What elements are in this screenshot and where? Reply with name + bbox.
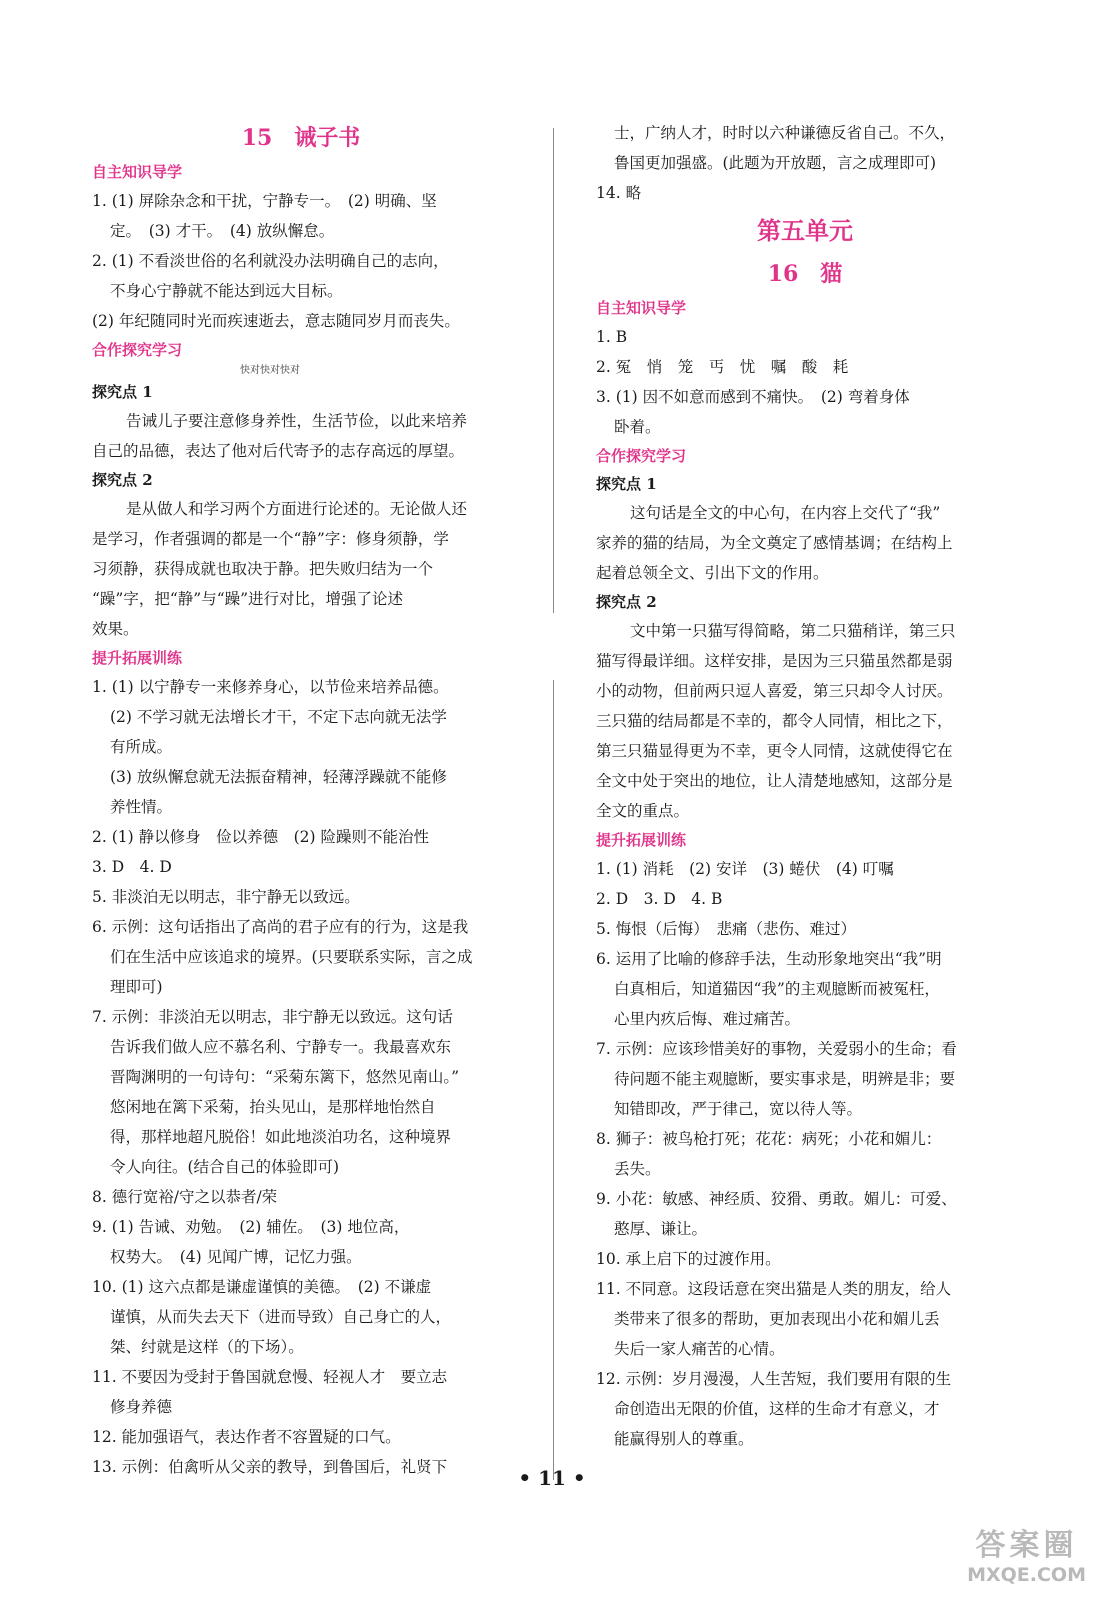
handwritten-note: 快对快对快对 bbox=[240, 365, 300, 376]
watermark bbox=[967, 1520, 1086, 1586]
section-heading: 自主知识导学 bbox=[92, 163, 183, 181]
text-line: 12. 示例：岁月漫漫，人生苦短，我们要用有限的生 bbox=[596, 1370, 952, 1388]
paragraph-start: 是从做人和学习两个方面进行论述的。无论做人还 bbox=[126, 500, 468, 518]
text-line-indented: 丢失。 bbox=[614, 1160, 661, 1178]
text-line: 9. 小花：敏感、神经质、狡猾、勇敢。媚儿：可爱、 bbox=[596, 1190, 957, 1208]
text-line: (2) 年纪随同时光而疾速逝去，意志随同岁月而丧失。 bbox=[92, 312, 460, 330]
text-line: 2. D 3. D 4. B bbox=[596, 890, 723, 908]
unit-title: 第五单元 bbox=[757, 216, 853, 245]
text-line-indented: 们在生活中应该追求的境界。(只要联系实际，言之成 bbox=[110, 948, 473, 966]
text-line: 起着总领全文、引出下文的作用。 bbox=[596, 564, 829, 582]
text-line-indented: 失后一家人痛苦的心情。 bbox=[614, 1340, 785, 1358]
text-line: 13. 示例：伯禽听从父亲的教导，到鲁国后，礼贤下 bbox=[92, 1458, 448, 1476]
text-line: 第三只猫显得更为不幸，更令人同情，这就使得它在 bbox=[596, 742, 953, 760]
paragraph-start: 这句话是全文的中心句，在内容上交代了“我” bbox=[630, 504, 941, 522]
text-line-indented: 白真相后，知道猫因“我”的主观臆断而被冤枉， bbox=[614, 980, 940, 998]
inquiry-point-label: 探究点 2 bbox=[596, 593, 657, 611]
text-line: 1. B bbox=[596, 328, 628, 346]
text-line-indented: 命创造出无限的价值，这样的生命才有意义，才 bbox=[614, 1400, 940, 1418]
text-line-indented: 得，那样地超凡脱俗！如此地淡泊功名，这种境界 bbox=[110, 1128, 452, 1146]
text-line-indented: 理即可) bbox=[110, 978, 163, 996]
text-line: 14. 略 bbox=[596, 184, 642, 202]
inquiry-point-label: 探究点 1 bbox=[596, 475, 657, 493]
text-line-indented: 鲁国更加强盛。(此题为开放题，言之成理即可) bbox=[614, 154, 937, 172]
watermark-logo: 答案圈 bbox=[975, 1528, 1078, 1563]
text-line-indented: 不身心宁静就不能达到远大目标。 bbox=[110, 282, 343, 300]
section-heading: 提升拓展训练 bbox=[92, 649, 183, 667]
text-line: 习须静，获得成就也取决于静。把失败归结为一个 bbox=[92, 560, 434, 578]
text-line: 3. (1) 因不如意而感到不痛快。 (2) 弯着身体 bbox=[596, 388, 910, 406]
text-line: 7. 示例：应该珍惜美好的事物，关爱弱小的生命；看 bbox=[596, 1040, 957, 1058]
text-line-indented: 令人向往。(结合自己的体验即可) bbox=[110, 1158, 340, 1176]
text-line: 2. 冤 悄 笼 丐 忧 嘱 酸 耗 bbox=[596, 358, 849, 376]
text-line: 3. D 4. D bbox=[92, 858, 172, 876]
text-line-indented: 晋陶渊明的一句诗句：“采菊东篱下，悠然见南山。” bbox=[110, 1068, 460, 1086]
text-line: 8. 德行宽裕/守之以恭者/荣 bbox=[92, 1188, 278, 1206]
text-line: 11. 不要因为受封于鲁国就怠慢、轻视人才 要立志 bbox=[92, 1368, 448, 1386]
text-line-indented: 待问题不能主观臆断，要实事求是，明辨是非；要 bbox=[614, 1070, 956, 1088]
text-line: 家养的猫的结局，为全文奠定了感情基调；在结构上 bbox=[596, 534, 953, 552]
text-line: 全文中处于突出的地位，让人清楚地感知，这部分是 bbox=[596, 772, 953, 790]
text-line: 11. 不同意。这段话意在突出猫是人类的朋友，给人 bbox=[596, 1280, 952, 1298]
text-line: 三只猫的结局都是不幸的，都令人同情，相比之下， bbox=[596, 712, 953, 730]
text-line: 6. 运用了比喻的修辞手法，生动形象地突出“我”明 bbox=[596, 950, 942, 968]
text-line: 5. 非淡泊无以明志，非宁静无以致远。 bbox=[92, 888, 360, 906]
text-line: 12. 能加强语气，表达作者不容置疑的口气。 bbox=[92, 1428, 401, 1446]
text-line: 9. (1) 告诫、劝勉。 (2) 辅佐。 (3) 地位高， bbox=[92, 1218, 410, 1236]
right-column bbox=[596, 118, 1014, 1454]
page-number: • 11 • bbox=[518, 1466, 586, 1490]
text-line-indented: 心里内疚后悔、难过痛苦。 bbox=[614, 1010, 801, 1028]
text-line-indented: 卧着。 bbox=[614, 418, 661, 436]
section-heading: 合作探究学习 bbox=[92, 341, 183, 359]
text-line-indented: 定。 (3) 才干。 (4) 放纵懈怠。 bbox=[110, 222, 335, 240]
text-line: 是学习，作者强调的都是一个“静”字：修身须静，学 bbox=[92, 530, 449, 548]
inquiry-point-label: 探究点 2 bbox=[92, 471, 153, 489]
text-line-indented: (3) 放纵懈怠就无法振奋精神，轻薄浮躁就不能修 bbox=[110, 768, 447, 786]
text-line: 8. 狮子：被鸟枪打死；花花：病死；小花和媚儿： bbox=[596, 1130, 942, 1148]
text-line: 10. 承上启下的过渡作用。 bbox=[596, 1250, 781, 1268]
text-line: 1. (1) 消耗 (2) 安详 (3) 蜷伏 (4) 叮嘱 bbox=[596, 860, 894, 878]
text-line: 1. (1) 屏除杂念和干扰，宁静专一。 (2) 明确、坚 bbox=[92, 192, 437, 210]
text-line-indented: 告诉我们做人应不慕名利、宁静专一。我最喜欢东 bbox=[110, 1038, 452, 1056]
text-line: “躁”字，把“静”与“躁”进行对比，增强了论述 bbox=[92, 590, 404, 608]
text-line-indented: 悠闲地在篱下采菊，抬头见山，是那样地怡然自 bbox=[110, 1098, 436, 1116]
text-line-indented: 养性情。 bbox=[110, 798, 173, 816]
text-line-indented: 谨慎，从而失去天下（进而导致）自己身亡的人， bbox=[110, 1308, 452, 1326]
text-line: 效果。 bbox=[92, 620, 139, 638]
left-column bbox=[92, 118, 510, 1482]
text-line-indented: 有所成。 bbox=[110, 738, 173, 756]
text-line: 6. 示例：这句话指出了高尚的君子应有的行为，这是我 bbox=[92, 918, 469, 936]
text-line: 全文的重点。 bbox=[596, 802, 690, 820]
text-line: 小的动物，但前两只逗人喜爱，第三只却令人讨厌。 bbox=[596, 682, 953, 700]
text-line: 1. (1) 以宁静专一来修养身心，以节俭来培养品德。 bbox=[92, 678, 449, 696]
paragraph-start: 告诫儿子要注意修身养性，生活节俭，以此来培养 bbox=[126, 412, 468, 430]
text-line: 自己的品德，表达了他对后代寄予的志存高远的厚望。 bbox=[92, 442, 465, 460]
text-line-indented: (2) 不学习就无法增长才干，不定下志向就无法学 bbox=[110, 708, 447, 726]
section-heading: 自主知识导学 bbox=[596, 299, 687, 317]
text-line: 猫写得最详细。这样安排，是因为三只猫虽然都是弱 bbox=[596, 652, 953, 670]
text-line-indented: 憨厚、谦让。 bbox=[614, 1220, 708, 1238]
text-line: 2. (1) 静以修身 俭以养德 (2) 险躁则不能治性 bbox=[92, 828, 429, 846]
text-line-indented: 桀、纣就是这样（的下场）。 bbox=[110, 1338, 304, 1356]
inquiry-point-label: 探究点 1 bbox=[92, 383, 153, 401]
text-line-indented: 类带来了很多的帮助，更加表现出小花和媚儿丢 bbox=[614, 1310, 940, 1328]
text-line-indented: 修身养德 bbox=[110, 1398, 173, 1416]
text-line-indented: 能赢得别人的尊重。 bbox=[614, 1430, 754, 1448]
text-line-indented: 权势大。 (4) 见闻广博，记忆力强。 bbox=[110, 1248, 362, 1266]
column-divider-bottom bbox=[553, 680, 554, 1480]
column-divider-top bbox=[553, 128, 554, 613]
text-line-indented: 知错即改，严于律己，宽以待人等。 bbox=[614, 1100, 863, 1118]
text-line: 2. (1) 不看淡世俗的名利就没办法明确自己的志向， bbox=[92, 252, 449, 270]
lesson-title: 15 诫子书 bbox=[241, 125, 361, 151]
lesson-title: 16 猫 bbox=[767, 261, 843, 287]
section-heading: 提升拓展训练 bbox=[596, 831, 687, 849]
paragraph-start: 文中第一只猫写得简略，第二只猫稍详，第三只 bbox=[630, 622, 956, 640]
text-line: 5. 悔恨（后悔） 悲痛（悲伤、难过） bbox=[596, 920, 856, 938]
text-line-indented: 士，广纳人才，时时以六种谦德反省自己。不久， bbox=[614, 124, 956, 142]
section-heading: 合作探究学习 bbox=[596, 447, 687, 465]
text-line: 7. 示例：非淡泊无以明志，非宁静无以致远。这句话 bbox=[92, 1008, 453, 1026]
text-line: 10. (1) 这六点都是谦虚谨慎的美德。 (2) 不谦虚 bbox=[92, 1278, 432, 1296]
watermark-url: MXQE.COM bbox=[967, 1564, 1086, 1586]
